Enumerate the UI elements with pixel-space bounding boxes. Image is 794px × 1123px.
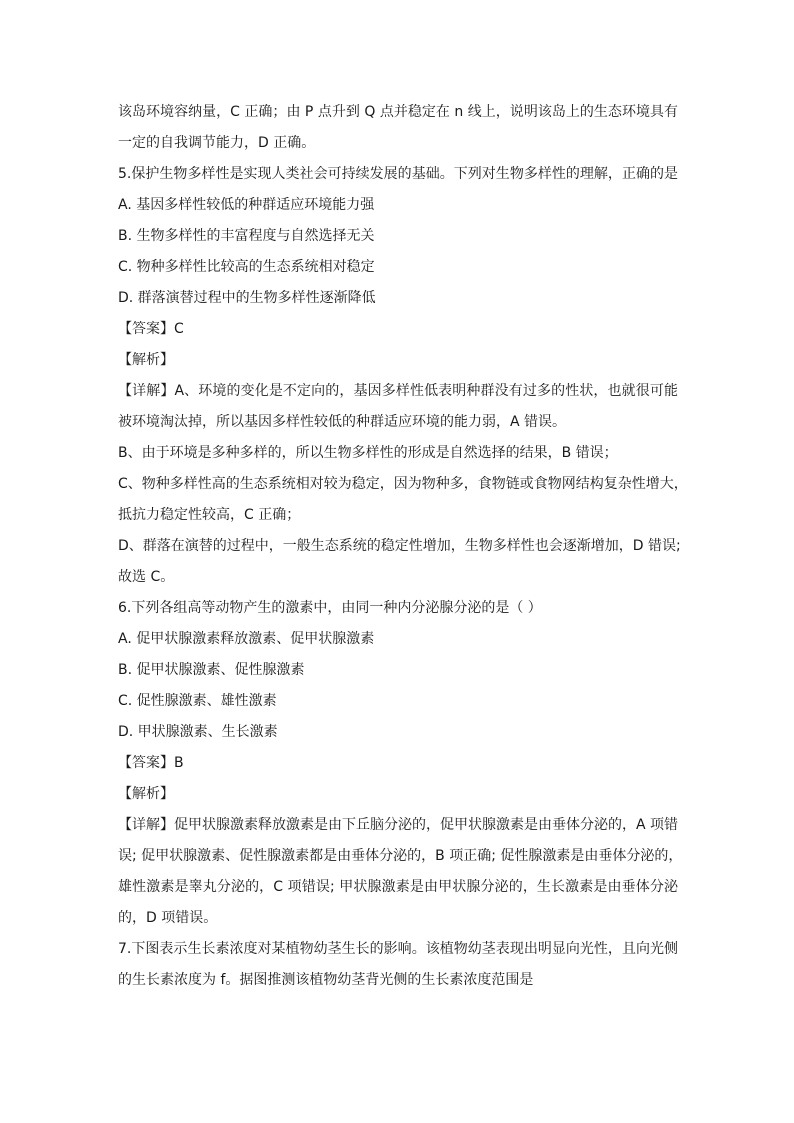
explanation-line: 误; 促甲状腺激素、促性腺激素都是由垂体分泌的，B 项正确; 促性腺激素是由垂体分泌的，: [118, 848, 683, 864]
option-b: B. 促甲状腺激素、促性腺激素: [118, 662, 305, 678]
option-d: D. 群落演替过程中的生物多样性逐渐降低: [118, 290, 376, 306]
question-5-stem: 5.保护生物多样性是实现人类社会可持续发展的基础。下列对生物多样性的理解，正确的是: [118, 166, 678, 182]
explanation-line: D、群落在演替的过程中，一般生态系统的稳定性增加，生物多样性也会逐渐增加，D 错误;: [118, 538, 681, 554]
explanation-line: 【详解】促甲状腺激素释放激素是由下丘脑分泌的，促甲状腺激素是由垂体分泌的，A 项错: [118, 817, 679, 833]
explanation-line: 的，D 项错误。: [118, 910, 218, 926]
option-b: B. 生物多样性的丰富程度与自然选择无关: [118, 228, 375, 244]
explanation-line: 【详解】A、环境的变化是不定向的，基因多样性低表明种群没有过多的性状，也就很可能: [118, 383, 678, 399]
explanation-line: 故选 C。: [118, 569, 175, 585]
text-line: 一定的自我调节能力，D 正确。: [118, 135, 316, 151]
explanation-line: B、由于环境是多种多样的，所以生物多样性的形成是自然选择的结果，B 错误；: [118, 445, 618, 461]
answer-label: 【答案】B: [118, 755, 184, 771]
option-c: C. 物种多样性比较高的生态系统相对稳定: [118, 259, 375, 275]
option-a: A. 促甲状腺激素释放激素、促甲状腺激素: [118, 631, 375, 647]
option-d: D. 甲状腺激素、生长激素: [118, 724, 278, 740]
text-line: 该岛环境容纳量，C 正确；由 P 点升到 Q 点并稳定在 n 线上，说明该岛上的生态环境具有: [118, 104, 678, 120]
option-c: C. 促性腺激素、雄性激素: [118, 693, 277, 709]
question-7-stem: 的生长素浓度为 f。据图推测该植物幼茎背光侧的生长素浓度范围是: [118, 972, 534, 988]
explanation-line: C、物种多样性高的生态系统相对较为稳定，因为物种多，食物链或食物网结构复杂性增大，: [118, 476, 688, 492]
question-6-stem: 6.下列各组高等动物产生的激素中，由同一种内分泌腺分泌的是（ ）: [118, 600, 542, 616]
explanation-line: 被环境淘汰掉，所以基因多样性较低的种群适应环境的能力弱，A 错误。: [118, 414, 567, 430]
option-a: A. 基因多样性较低的种群适应环境能力强: [118, 197, 375, 213]
answer-label: 【答案】C: [118, 321, 184, 337]
explanation-line: 抵抗力稳定性较高，C 正确；: [118, 507, 301, 523]
analysis-label: 【解析】: [118, 786, 174, 802]
analysis-label: 【解析】: [118, 352, 174, 368]
question-7-stem: 7.下图表示生长素浓度对某植物幼茎生长的影响。该植物幼茎表现出明显向光性，且向光侧: [118, 941, 678, 957]
explanation-line: 雄性激素是睾丸分泌的，C 项错误; 甲状腺激素是由甲状腺分泌的，生长激素是由垂体分泌: [118, 879, 678, 895]
